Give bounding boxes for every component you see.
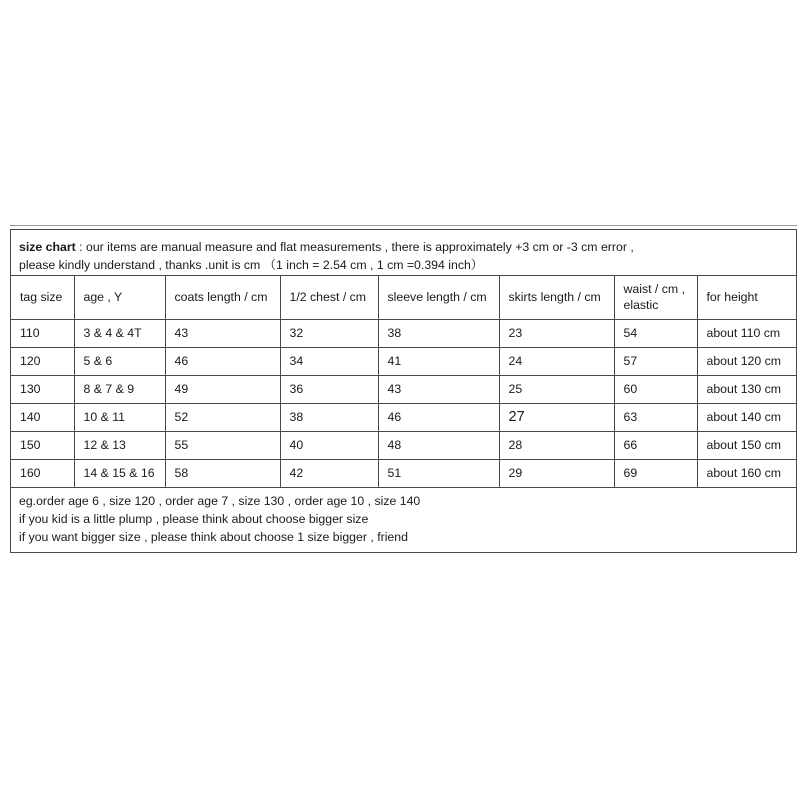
cell-sleeve-length: 41: [378, 347, 499, 375]
cell-coats-length: 49: [165, 375, 280, 403]
size-table: [11, 276, 796, 488]
cell-half-chest: 40: [280, 431, 378, 459]
cell-age: 8 & 7 & 9: [74, 375, 165, 403]
table-row: [11, 375, 796, 403]
table-header-row: [11, 276, 796, 319]
table-row: [11, 347, 796, 375]
cell-for-height: about 140 cm: [697, 403, 796, 431]
cell-skirts-length: 25: [499, 375, 614, 403]
cell-for-height: about 110 cm: [697, 319, 796, 347]
table-row: [11, 431, 796, 459]
col-header-for-height: for height: [697, 276, 796, 319]
cell-age: 5 & 6: [74, 347, 165, 375]
header-line-2: please kindly understand , thanks .unit is cm （1 inch = 2.54 cm , 1 cm =0.394 inch）: [19, 258, 484, 272]
cell-waist: 69: [614, 459, 697, 487]
cell-for-height: about 150 cm: [697, 431, 796, 459]
cell-tag-size: 150: [11, 431, 74, 459]
cell-age: 14 & 15 & 16: [74, 459, 165, 487]
cell-age: 12 & 13: [74, 431, 165, 459]
cell-half-chest: 32: [280, 319, 378, 347]
cell-coats-length: 55: [165, 431, 280, 459]
cell-skirts-length: 29: [499, 459, 614, 487]
cell-half-chest: 34: [280, 347, 378, 375]
footer-line-1: eg.order age 6 , size 120 , order age 7 , size 130 , order age 10 , size 140: [19, 493, 421, 508]
cell-for-height: about 120 cm: [697, 347, 796, 375]
cell-sleeve-length: 51: [378, 459, 499, 487]
top-divider-line: [10, 225, 797, 226]
table-row: [11, 319, 796, 347]
cell-coats-length: 58: [165, 459, 280, 487]
cell-sleeve-length: 46: [378, 403, 499, 431]
cell-half-chest: 38: [280, 403, 378, 431]
col-header-skirts-length: skirts length / cm: [499, 276, 614, 319]
cell-age: 3 & 4 & 4T: [74, 319, 165, 347]
cell-coats-length: 46: [165, 347, 280, 375]
footer-line-3: if you want bigger size , please think about choose 1 size bigger , friend: [19, 529, 408, 544]
col-header-tag-size: tag size: [11, 276, 74, 319]
cell-tag-size: 120: [11, 347, 74, 375]
cell-waist: 60: [614, 375, 697, 403]
header-line-1: [19, 238, 788, 256]
cell-coats-length: 43: [165, 319, 280, 347]
cell-waist: 63: [614, 403, 697, 431]
cell-sleeve-length: 48: [378, 431, 499, 459]
cell-waist: 66: [614, 431, 697, 459]
cell-coats-length: 52: [165, 403, 280, 431]
size-chart-header-note: [11, 230, 796, 276]
cell-skirts-length: 27: [499, 403, 614, 431]
size-chart: [10, 229, 797, 553]
size-chart-title: size chart: [19, 240, 76, 254]
col-header-waist: waist / cm , elastic: [614, 276, 697, 319]
cell-tag-size: 130: [11, 375, 74, 403]
cell-half-chest: 36: [280, 375, 378, 403]
header-line-1-text: : our items are manual measure and flat measurements , there is approximately +3 cm or -3 cm error ,: [75, 240, 634, 254]
cell-for-height: about 160 cm: [697, 459, 796, 487]
cell-tag-size: 140: [11, 403, 74, 431]
cell-skirts-length: 24: [499, 347, 614, 375]
cell-waist: 54: [614, 319, 697, 347]
cell-skirts-length: 23: [499, 319, 614, 347]
cell-sleeve-length: 38: [378, 319, 499, 347]
col-header-coats-length: coats length / cm: [165, 276, 280, 319]
table-row: [11, 459, 796, 487]
table-row: [11, 403, 796, 431]
cell-for-height: about 130 cm: [697, 375, 796, 403]
cell-age: 10 & 11: [74, 403, 165, 431]
col-header-age: age , Y: [74, 276, 165, 319]
cell-half-chest: 42: [280, 459, 378, 487]
cell-tag-size: 160: [11, 459, 74, 487]
cell-waist: 57: [614, 347, 697, 375]
cell-tag-size: 110: [11, 319, 74, 347]
footer-line-2: if you kid is a little plump , please think about choose bigger size: [19, 511, 369, 526]
cell-skirts-length: 28: [499, 431, 614, 459]
cell-sleeve-length: 43: [378, 375, 499, 403]
col-header-sleeve-length: sleeve length / cm: [378, 276, 499, 319]
size-chart-footer-note: [11, 488, 796, 552]
col-header-half-chest: 1/2 chest / cm: [280, 276, 378, 319]
